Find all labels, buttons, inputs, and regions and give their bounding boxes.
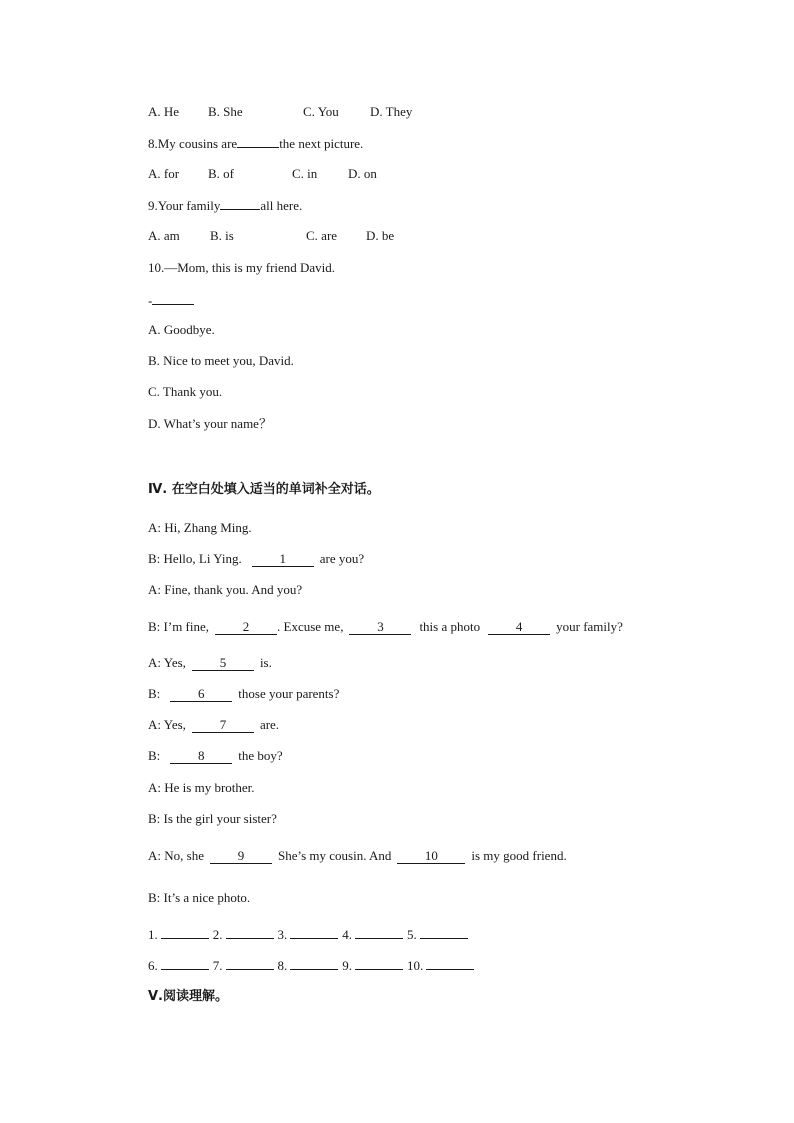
answer-blank-5[interactable] (420, 926, 468, 939)
answer-blank-10[interactable] (426, 957, 474, 970)
q10-response-line (148, 292, 194, 309)
q9-text-pre: 9.Your family (148, 198, 221, 213)
dialog-text: is. (259, 655, 272, 670)
dialog-text: A: Yes, (148, 655, 186, 670)
question-8 (148, 135, 363, 152)
q9-option-c: C. are (306, 228, 338, 243)
q10-option-a: A. Goodbye. (148, 322, 215, 337)
blank-3[interactable]: 3 (349, 620, 411, 635)
q10-option-d: D. What’s your name？ (148, 416, 272, 431)
section-5-title: Ⅴ.阅读理解。 (148, 989, 228, 1004)
question-9 (148, 197, 302, 214)
q7-option-c: C. You (303, 104, 339, 119)
dialog-text: your family? (556, 619, 623, 634)
answer-number: 1. (148, 927, 158, 942)
section-4-title: Ⅳ. 在空白处填入适当的单词补全对话。 (148, 482, 380, 497)
answer-blank-1[interactable] (161, 926, 209, 939)
blank-9[interactable]: 9 (210, 849, 272, 864)
q10-option-b: B. Nice to meet you, David. (148, 353, 294, 368)
dialog-line-8 (148, 748, 283, 764)
q8-option-d: D. on (348, 166, 377, 181)
blank-5[interactable]: 5 (192, 656, 254, 671)
answer-number: 5. (407, 927, 417, 942)
dialog-line-11 (148, 848, 567, 864)
answer-number: 9. (342, 958, 352, 973)
answer-row-1 (148, 926, 468, 943)
dialog-line-5 (148, 655, 272, 671)
q8-option-c: C. in (292, 166, 318, 181)
answer-number: 10. (407, 958, 424, 973)
blank-10[interactable]: 10 (397, 849, 465, 864)
q9-option-a: A. am (148, 228, 180, 243)
q10-dash: - (148, 293, 153, 308)
dialog-line-7 (148, 717, 279, 733)
q8-option-a: A. for (148, 166, 180, 181)
dialog-text: is my good friend. (471, 848, 567, 863)
dialog-text: . Excuse me, (277, 619, 344, 634)
dialog-text: those your parents? (238, 686, 340, 701)
question-10: 10.—Mom, this is my friend David. (148, 260, 336, 275)
dialog-line-4 (148, 619, 623, 635)
blank-6[interactable]: 6 (170, 687, 232, 702)
blank-4[interactable]: 4 (488, 620, 550, 635)
dialog-text: B: (148, 686, 161, 701)
q10-option-c: C. Thank you. (148, 384, 223, 399)
dialog-text: A: Yes, (148, 717, 186, 732)
q7-option-a: A. He (148, 104, 180, 119)
dialog-text: A: No, she (148, 848, 204, 863)
answer-row-2 (148, 957, 474, 974)
dialog-text: are. (259, 717, 280, 732)
blank-8[interactable]: 8 (170, 749, 232, 764)
q9-text-post: all here. (260, 198, 303, 213)
dialog-text: She’s my cousin. And (277, 848, 392, 863)
blank-7[interactable]: 7 (192, 718, 254, 733)
dialog-text: this a photo (419, 619, 481, 634)
dialog-line-12: B: It’s a nice photo. (148, 890, 251, 905)
dialog-line-3: A: Fine, thank you. And you? (148, 582, 303, 597)
answer-number: 8. (277, 958, 288, 973)
answer-number: 2. (212, 927, 223, 942)
dialog-text: B: (148, 748, 161, 763)
answer-number: 4. (342, 927, 352, 942)
dialog-line-1: A: Hi, Zhang Ming. (148, 520, 252, 535)
dialog-line-9: A: He is my brother. (148, 780, 255, 795)
answer-number: 6. (148, 958, 158, 973)
blank-2[interactable]: 2 (215, 620, 277, 635)
q8-text-pre: 8.My cousins are (148, 136, 238, 151)
q10-blank[interactable] (152, 292, 194, 305)
q8-text-post: the next picture. (279, 136, 364, 151)
answer-blank-6[interactable] (161, 957, 209, 970)
q8-option-b: B. of (208, 166, 234, 181)
answer-blank-7[interactable] (226, 957, 274, 970)
q7-option-b: B. She (208, 104, 243, 119)
answer-number: 3. (277, 927, 288, 942)
dialog-text: the boy? (238, 748, 283, 763)
answer-blank-4[interactable] (355, 926, 403, 939)
q9-blank[interactable] (220, 197, 260, 210)
dialog-line-10: B: Is the girl your sister? (148, 811, 277, 826)
dialog-line-6 (148, 686, 339, 702)
answer-number: 7. (212, 958, 223, 973)
dialog-line-2 (148, 551, 364, 567)
blank-1[interactable]: 1 (252, 552, 314, 567)
answer-blank-9[interactable] (355, 957, 403, 970)
dialog-text: B: I’m fine, (148, 619, 210, 634)
dialog-text: B: Hello, Li Ying. (148, 551, 242, 566)
answer-blank-8[interactable] (290, 957, 338, 970)
q9-option-d: D. be (366, 228, 395, 243)
q8-blank[interactable] (237, 135, 279, 148)
answer-blank-2[interactable] (226, 926, 274, 939)
q9-option-b: B. is (210, 228, 234, 243)
q7-option-d: D. They (370, 104, 413, 119)
answer-blank-3[interactable] (290, 926, 338, 939)
dialog-text: are you? (319, 551, 365, 566)
